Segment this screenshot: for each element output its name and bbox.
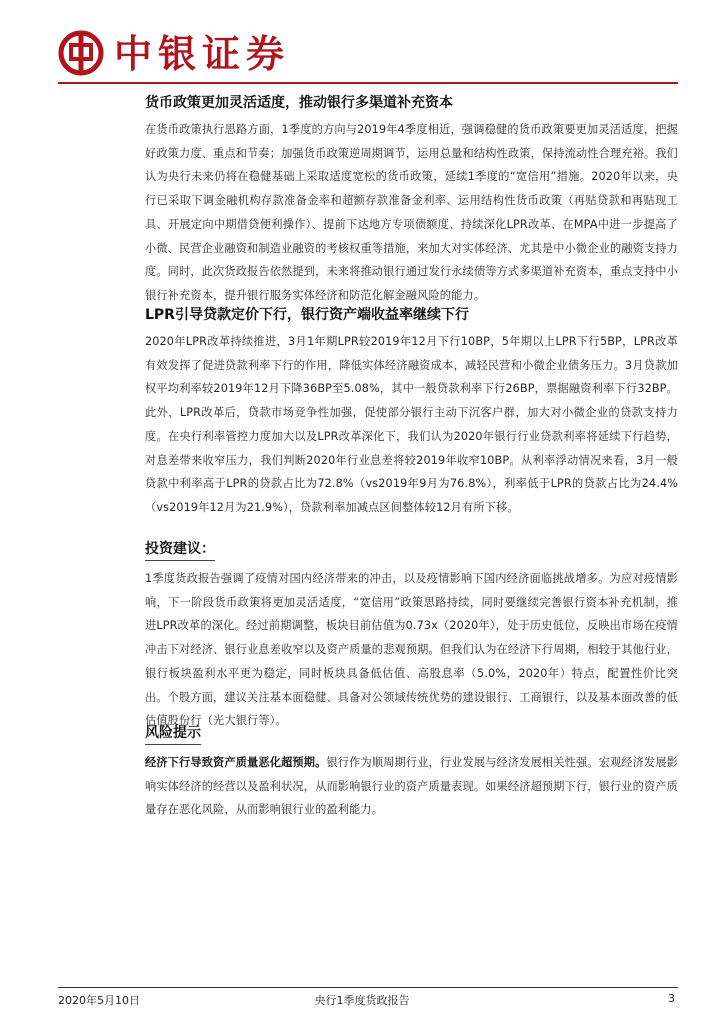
header-divider bbox=[58, 82, 678, 84]
section-title: 投资建议： bbox=[145, 538, 215, 561]
risk-body: 银行作为顺周期行业，行业发展与经济发展相关性强。宏观经济发展影响实体经济的经营以及盈利状况，从而影响银行业的资产质量表现。如果经济超预期下行，银行业的资产质量存在恶化风险，从而影响银行业的盈利能力。 bbox=[145, 756, 678, 817]
section-paragraph bbox=[145, 751, 678, 822]
section-monetary-policy bbox=[145, 92, 678, 308]
section-paragraph: 2020年LPR改革持续推进，3月1年期LPR较2019年12月下行10BP，5年期以上LPR下行5BP，LPR改革有效发挥了促进贷款利率下行的作用，降低实体经济融资成本，减轻民营和小微企业债务压力。3月贷款加权平均利率较2019年12月下降36BP至5.08%，其中一般贷款利率下行26BP，票据融资利率下行32BP。此外，LPR改革后，贷款市场竞争性加强，促使部分银行主动下沉客户群，加大对小微企业的贷款支持力度。在央行利率管控力度加大以及LPR改革深化下，我们认为2020年银行行业贷款利率将延续下行趋势，对息差带来收窄压力，我们判断2020年行业息差将较2019年收窄10BP。从利率浮动情况来看，3月一般贷款中利率高于LPR的贷款占比为72.8%（vs2019年9月为76.8%），利率低于LPR的贷款占比为24.4%（vs2019年12月为21.9%），贷款利率加减点区间整体较12月有所下移。 bbox=[145, 335, 678, 514]
section-investment-advice bbox=[145, 538, 678, 733]
section-paragraph: 1季度货政报告强调了疫情对国内经济带来的冲击，以及疫情影响下国内经济面临挑战增多。为应对疫情影响，下一阶段货币政策将更加灵活适度，“宽信用”政策思路持续，同时要继续完善银行资本补充机制，推进LPR改革的深化。经过前期调整，板块目前估值为0.73x（2020年），处于历史低位，反映出市场在疫情冲击下对经济、银行业息差收窄以及资产质量的悲观预期。但我们认为在经济下行周期，相较于其他行业，银行板块盈利水平更为稳定，同时板块具备低估值、高股息率（5.0%，2020年）特点，配置性价比突出。个股方面，建议关注基本面稳健、具备对公领域传统优势的建设银行、工商银行，以及基本面改善的低估值股份行（光大银行等）。 bbox=[145, 572, 678, 728]
footer-date: 2020年5月10日 bbox=[58, 994, 140, 1007]
bank-of-china-logo-icon bbox=[58, 30, 104, 76]
section-paragraph: 在货币政策执行思路方面，1季度的方向与2019年4季度相近，强调稳健的货币政策要更加灵活适度，把握好政策力度、重点和节奏；加强货币政策逆周期调节，运用总量和结构性政策，保持流动性合理充裕。我们认为央行未来仍将在稳健基础上采取适度宽松的货币政策，延续1季度的“宽信用”措施。2020年以来，央行已采取下调金融机构存款准备金率和超额存款准备金利率、运用结构性货币政策（再贴贷款和再贴现工具、开展定向中期借贷便利操作）、提前下达地方专项债额度、持续深化LPR改革、在MPA中进一步提高了小微、民营企业融资和制造业融资的考核权重等措施，来加大对实体经济、尤其是中小微企业的融资支持力度。同时，此次货政报告依然提到，未来将推动银行通过发行永续债等方式多渠道补充资本，重点支持中小银行补充资本，提升银行服务实体经济和防范化解金融风险的能力。 bbox=[145, 123, 678, 302]
footer-divider bbox=[58, 987, 678, 988]
footer-title: 央行1季度货政报告 bbox=[314, 994, 410, 1007]
section-lpr bbox=[145, 304, 678, 520]
page-number: 3 bbox=[668, 992, 675, 1005]
risk-lead: 经济下行导致资产质量恶化超预期。 bbox=[145, 756, 327, 769]
page-header bbox=[58, 28, 678, 80]
section-risk-warning bbox=[145, 722, 678, 822]
section-title: LPR引导贷款定价下行，银行资产端收益率继续下行 bbox=[145, 307, 469, 323]
section-title: 风险提示 bbox=[145, 722, 201, 745]
brand-name: 中银证券 bbox=[114, 31, 291, 76]
section-title: 货币政策更加灵活适度，推动银行多渠道补充资本 bbox=[145, 95, 453, 111]
